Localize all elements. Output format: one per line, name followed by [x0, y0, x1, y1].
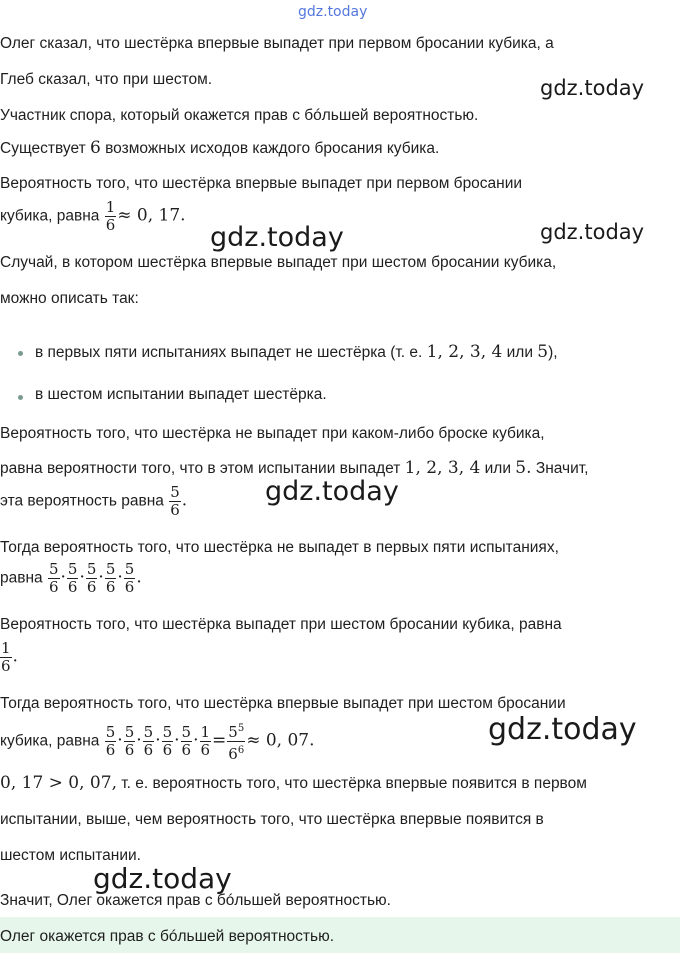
text-line: Вероятность того, что шестёрка не выпадет при каком-либо броске кубика, [0, 425, 545, 442]
text: возможных исходов каждого бросания кубика. [100, 140, 440, 157]
watermark: gdz.today [540, 76, 645, 100]
text-line: 0, 17 > 0, 07, т. е. вероятность того, что шестёрка впервые появится в первом [0, 773, 587, 793]
answer-text: Олег окажется прав с бóльшей вероятностью. [0, 928, 335, 945]
watermark: gdz.today [210, 222, 344, 253]
fraction: $\frac{1}{6}$ [105, 198, 116, 234]
question-restated: Участник спора, который окажется прав с бóльшей вероятностью. [0, 107, 479, 124]
watermark: gdz.today [93, 862, 232, 895]
text-line: Вероятность того, что шестёрка выпадет при шестом бросании кубика, равна [0, 616, 562, 633]
list-item: в первых пяти испытаниях выпадет не шестёрка (т. е. 1, 2, 3, 4 или 5), [35, 342, 558, 362]
text-line: Тогда вероятность того, что шестёрка впервые выпадет при шестом бросании [0, 695, 566, 712]
watermark-top: gdz.today [298, 4, 368, 20]
list-item: в шестом испытании выпадет шестёрка. [35, 386, 327, 403]
text-line: равна $\frac{5}{6}$ · $\frac{5}{6}$ · $\frac{5}{6}$ · $\frac{5}{6}$ · $\frac{5}{6}$ . [0, 560, 142, 596]
text-line: равна вероятности того, что в этом испытании выпадет 1, 2, 3, 4 или 5. Значит, [0, 458, 589, 478]
watermark: gdz.today [540, 220, 645, 244]
text-line: эта вероятность равна $\frac{5}{6}$ . [0, 483, 188, 519]
conclusion: Значит, Олег окажется прав с бóльшей вероятностью. [0, 892, 391, 909]
text: кубика, равна [0, 207, 104, 225]
text-line: кубика, равна $\frac{5}{6}$ · $\frac{5}{6}$ · $\frac{5}{6}$ · $\frac{5}{6}$ · $\frac{5}{6}$ · $\frac{1}{6}$ = $\frac{5^5}{6^6}$ ≈ 0, 07. [0, 723, 315, 763]
math: 6 [89, 138, 101, 158]
math: ≈ 0, 17. [117, 205, 186, 226]
bullet-dot [18, 351, 23, 356]
watermark: gdz.today [265, 476, 399, 507]
bullet-dot [18, 395, 23, 400]
text-line: шестом испытании. [0, 847, 141, 864]
text-line [0, 199, 186, 234]
text-line: можно описать так: [0, 290, 139, 307]
text-line: Тогда вероятность того, что шестёрка не выпадет в первых пяти испытаниях, [0, 539, 559, 556]
text: Существует [0, 140, 90, 157]
watermark: gdz.today [488, 712, 637, 747]
text-line [0, 138, 439, 158]
text-line: Вероятность того, что шестёрка впервые выпадет при первом бросании [0, 175, 523, 192]
text-line: Случай, в котором шестёрка впервые выпадет при шестом бросании кубика, [0, 254, 557, 271]
text-line: $\frac{1}{6}$ . [1, 639, 18, 675]
fraction: $\frac{5}{6}$ [170, 483, 180, 519]
text-line: испытании, выше, чем вероятность того, что шестёрка впервые появится в [0, 811, 544, 828]
text-line: Олег сказал, что шестёрка впервые выпадет при первом бросании кубика, а [0, 35, 554, 52]
text-line: Глеб сказал, что при шестом. [0, 71, 213, 88]
